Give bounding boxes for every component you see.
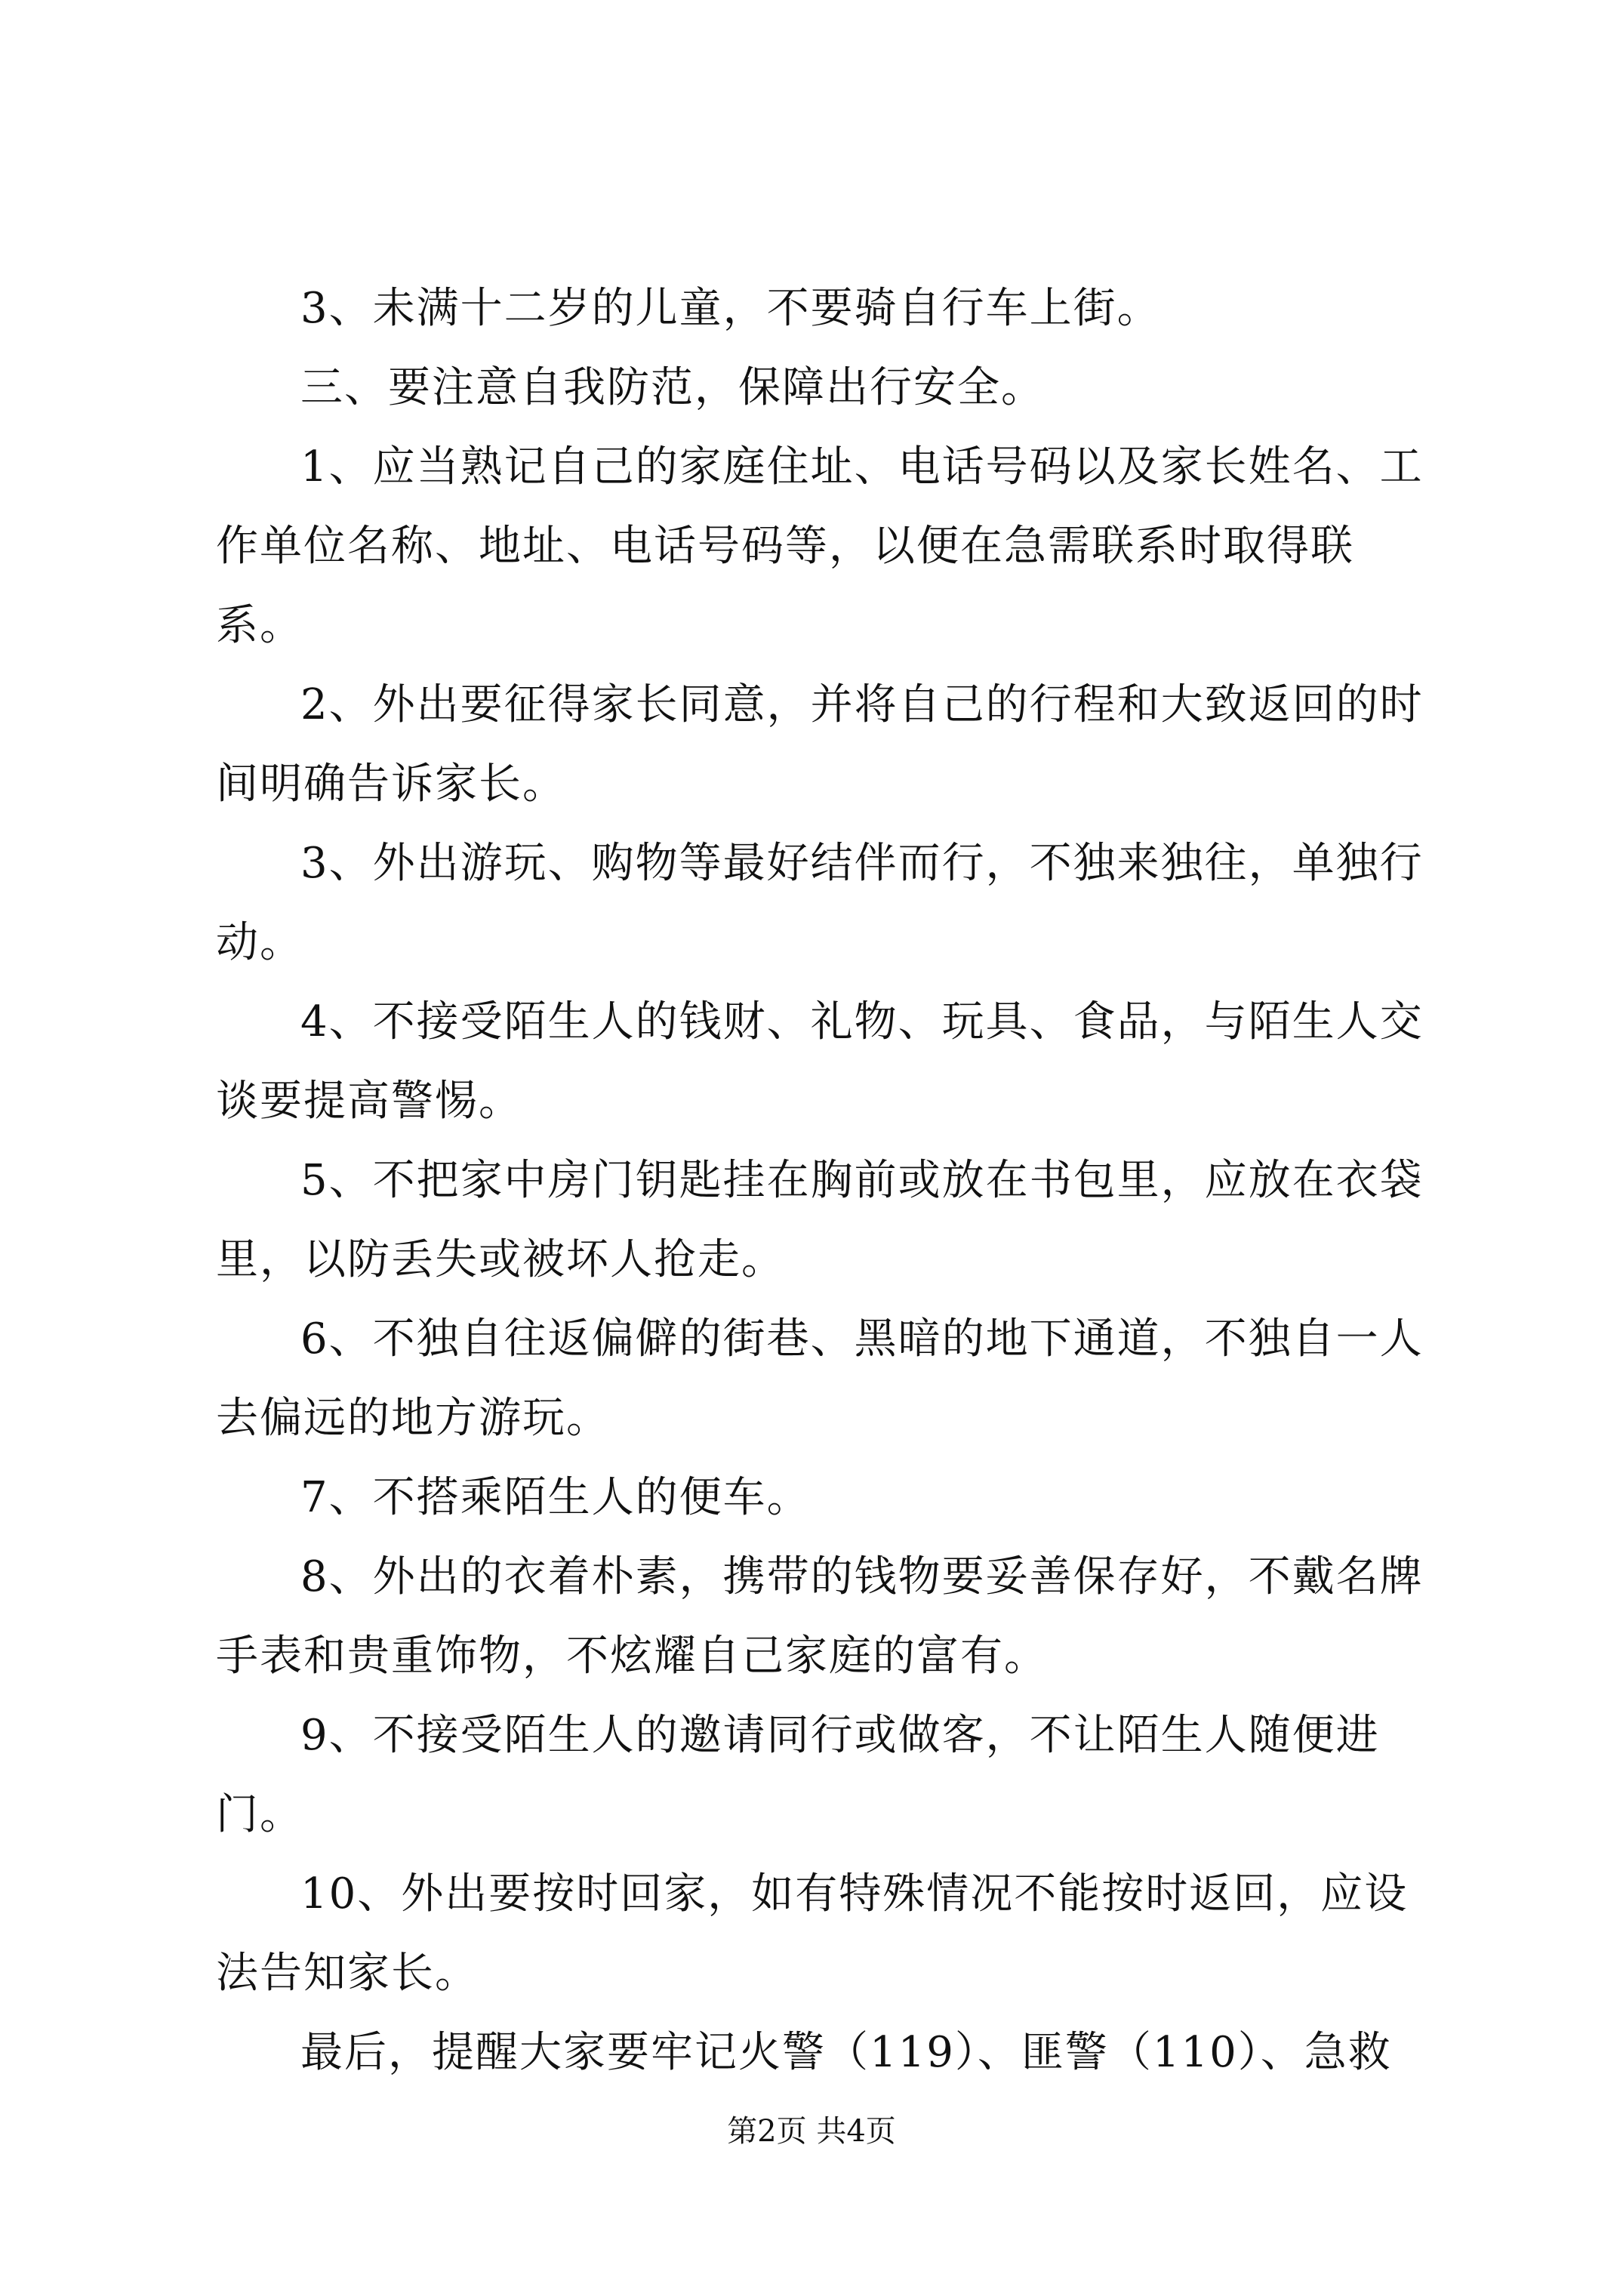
section-heading-self-protection: 三、要注意自我防范，保障出行安全。 xyxy=(300,363,1045,412)
paragraph-stranger-gifts: 4、不接受陌生人的钱财、礼物、玩具、食品，与陌生人交谈要提高警惕。 xyxy=(216,997,1424,1126)
paragraph-stranger-invitations: 9、不接受陌生人的邀请同行或做客，不让陌生人随便进门。 xyxy=(216,1711,1380,1839)
document-body xyxy=(216,269,1424,2092)
paragraph-memorize-contacts: 1、应当熟记自己的家庭住址、电话号码以及家长姓名、工作单位名称、地址、电话号码等，以便在急需联系时取得联系。 xyxy=(216,442,1424,650)
paragraph-emergency-numbers: 最后，提醒大家要牢记火警（119）、匪警（110）、急救 xyxy=(300,2028,1392,2077)
paragraph-remote-places: 6、不独自往返偏僻的街巷、黑暗的地下通道，不独自一人去偏远的地方游玩。 xyxy=(216,1314,1424,1443)
paragraph-return-on-time: 10、外出要按时回家，如有特殊情况不能按时返回，应设法告知家长。 xyxy=(216,1869,1409,1998)
paragraph-parent-consent: 2、外出要征得家长同意，并将自己的行程和大致返回的时间明确告诉家长。 xyxy=(216,680,1424,809)
paragraph-house-key: 5、不把家中房门钥匙挂在胸前或放在书包里，应放在衣袋里，以防丢失或被坏人抢走。 xyxy=(216,1156,1424,1284)
paragraph-go-with-companions: 3、外出游玩、购物等最好结伴而行，不独来独往，单独行动。 xyxy=(216,839,1424,967)
paragraph-bicycle-age-rule: 3、未满十二岁的儿童，不要骑自行车上街。 xyxy=(300,284,1161,333)
paragraph-plain-clothing: 8、外出的衣着朴素，携带的钱物要妥善保存好，不戴名牌手表和贵重饰物，不炫耀自己家庭的富有。 xyxy=(216,1552,1424,1681)
paragraph-stranger-rides: 7、不搭乘陌生人的便车。 xyxy=(300,1473,811,1522)
page-number-footer: 第2页 共4页 xyxy=(727,2114,896,2149)
